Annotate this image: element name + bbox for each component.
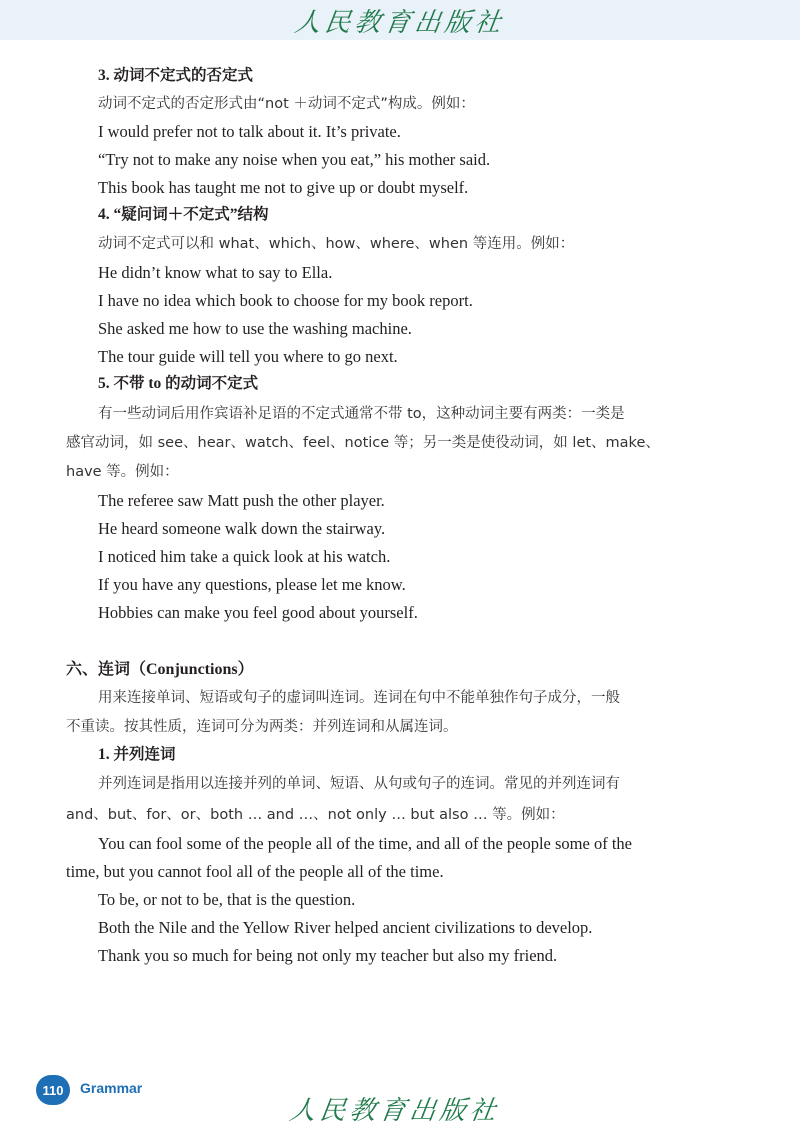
example-sentence: “Try not to make any noise when you eat,” his mother said. [98, 150, 491, 169]
paragraph: 有一些动词后用作宾语补足语的不定式通常不带 to，这种动词主要有两类：一类是 [98, 406, 625, 422]
paragraph: 不重读。按其性质，连词可分为两类：并列连词和从属连词。 [66, 719, 458, 735]
example-sentence: I would prefer not to talk about it. It’s private. [98, 122, 401, 141]
section-heading: 3. 动词不定式的否定式 [98, 67, 254, 84]
paragraph: 用来连接单词、短语或句子的虚词叫连词。连词在句中不能单独作句子成分，一般 [98, 690, 620, 706]
example-sentence: The tour guide will tell you where to go next. [98, 347, 398, 366]
example-sentence: To be, or not to be, that is the question. [98, 890, 356, 909]
publisher-logo-footer: 人民教育出版社 [287, 1096, 502, 1126]
paragraph: and、but、for、or、both … and …、not only … but also … 等。例如： [66, 807, 565, 823]
paragraph: 并列连词是指用以连接并列的单词、短语、从句或句子的连词。常见的并列连词有 [98, 776, 620, 792]
publisher-logo: 人民教育出版社 [292, 7, 507, 38]
section-heading: 1. 并列连词 [98, 746, 176, 763]
paragraph: 动词不定式可以和 what、which、how、where、when 等连用。例如： [98, 236, 575, 252]
example-sentence: Thank you so much for being not only my teacher but also my friend. [98, 946, 558, 965]
paragraph: 感官动词，如 see、hear、watch、feel、notice 等；另一类是使役动词，如 let、make、 [66, 435, 660, 451]
paragraph: 动词不定式的否定形式由“not ＋动词不定式”构成。例如： [98, 96, 475, 112]
example-sentence: She asked me how to use the washing machine. [98, 319, 412, 338]
example-sentence: The referee saw Matt push the other player. [98, 491, 385, 510]
header-band [0, 0, 800, 40]
footer-section-label: Grammar [80, 1080, 143, 1096]
example-sentence: time, but you cannot fool all of the people all of the time. [66, 862, 444, 881]
example-sentence: He didn’t know what to say to Ella. [98, 263, 333, 282]
chapter-heading: 六、连词（Conjunctions） [66, 661, 254, 678]
example-sentence: You can fool some of the people all of the time, and all of the people some of the [98, 834, 632, 853]
page-number-badge: 110 [36, 1075, 70, 1105]
example-sentence: He heard someone walk down the stairway. [98, 519, 386, 538]
example-sentence: I noticed him take a quick look at his watch. [98, 547, 391, 566]
example-sentence: This book has taught me not to give up or doubt myself. [98, 178, 469, 197]
section-heading: 5. 不带 to 的动词不定式 [98, 375, 259, 392]
section-heading: 4. “疑问词＋不定式”结构 [98, 206, 269, 223]
example-sentence: I have no idea which book to choose for my book report. [98, 291, 473, 310]
example-sentence: Both the Nile and the Yellow River helped ancient civilizations to develop. [98, 918, 593, 937]
paragraph: have 等。例如： [66, 464, 179, 480]
example-sentence: If you have any questions, please let me know. [98, 575, 406, 594]
example-sentence: Hobbies can make you feel good about yourself. [98, 603, 418, 622]
